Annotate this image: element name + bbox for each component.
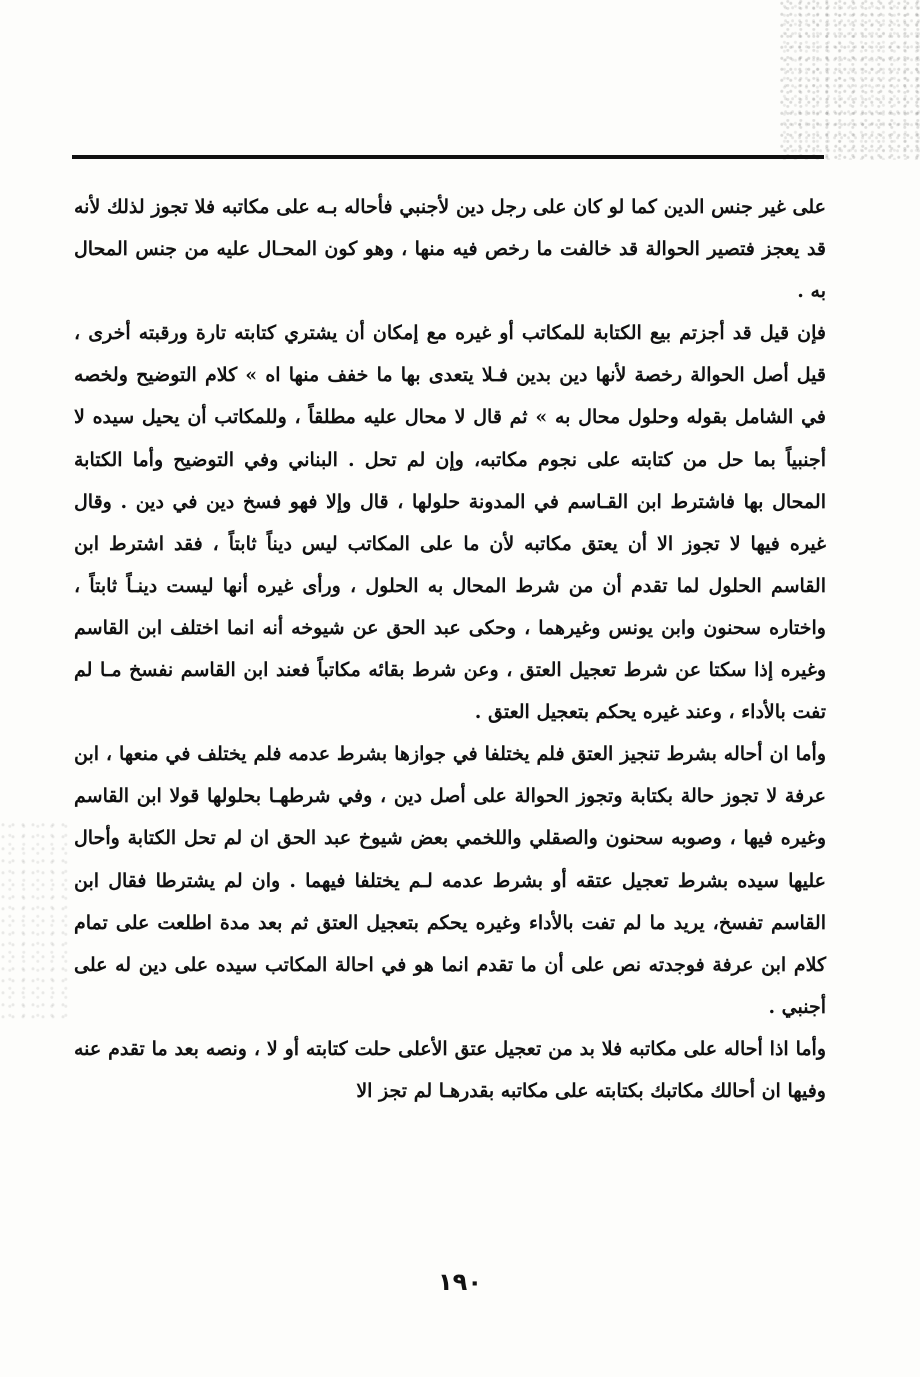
paper-speckle-left <box>0 820 70 1020</box>
paragraph-4: وأما اذا أحاله على مكاتبه فلا بد من تعجيل عتق الأعلى حلت كتابته أو لا ، ونصه بعد ما تقدم عنه وفيها ان أحالك مكاتبك بكتابته على مكاتبه بقدرهـا لم تجز الا <box>74 1037 826 1102</box>
paragraph-1: على غير جنس الدين كما لو كان على رجل دين لأجنبي فأحاله بـه على مكاتبه فلا تجوز لذلك لأنه قد يعجز فتصير الحوالة قد خالفت ما رخص فيه منها ، وهو كون المحـال عليه من جنس المحال به . <box>74 196 826 303</box>
header-rule <box>72 155 824 159</box>
body-text <box>74 186 826 1112</box>
page-number: ١٩٠ <box>438 1268 482 1296</box>
paragraph-3: وأما ان أحاله بشرط تنجيز العتق فلم يختلفا في جوازها بشرط عدمه فلم يختلف في منعها ، ابن عرفة لا تجوز حالة بكتابة وتجوز الحوالة على أصل دين ، وفي شرطهـا بحلولها قولا ابن القاسم وغيره فيها ، وصوبه سحنون والصقلي واللخمي بعض شيوخ عبد الحق ان لم تحل الكتابة وأحال عليها سيده بشرط تعجيل عتقه أو بشرط عدمه لـم يختلفا فيهما . وان لم يشترطا فقال ابن القاسم تفسخ، يريد ما لم تفت بالأداء وغيره يحكم بتعجيل العتق ثم بعد مدة اطلعت على تمام كلام ابن عرفة فوجدته نص على أن ما تقدم انما هو في احالة المكاتب سيده على دين له على أجنبي . <box>74 743 826 1018</box>
paragraph-2: فإن قيل قد أجزتم بيع الكتابة للمكاتب أو غيره مع إمكان أن يشتري كتابته تارة ورقبته أخرى ، قيل أصل الحوالة رخصة لأنها دين بدين فـلا يتعدى بها ما خفف منها اه » كلام التوضيح ولخصه في الشامل بقوله وحلول محال به » ثم قال لا محال عليه مطلقاً ، وللمكاتب أن يحيل سيده لا أجنبياً بما حل من كتابته على نجوم مكاتبه، وإن لم تحل . البناني وفي التوضيح وأما الكتابة المحال بها فاشترط ابن القـاسم في المدونة حلولها ، قال وإلا فهو فسخ دين في دين . وقال غيره فيها لا تجوز الا أن يعتق مكاتبه لأن ما على المكاتب ليس ديناً ثابتاً ، فقد اشترط ابن القاسم الحلول لما تقدم أن من شرط المحال به الحلول ، ورأى غيره أنها ليست دينـاً ثابتاً ، واختاره سحنون وابن يونس وغيرهما ، وحكى عبد الحق عن شيوخه أنه انما اختلف ابن القاسم وغيره إذا سكتا عن شرط تعجيل العتق ، وعن شرط بقائه مكاتباً فعند ابن القاسم نفسخ مـا لم تفت بالأداء ، وعند غيره يحكم بتعجيل العتق . <box>74 322 826 724</box>
paper-speckle-top-right <box>780 0 920 160</box>
